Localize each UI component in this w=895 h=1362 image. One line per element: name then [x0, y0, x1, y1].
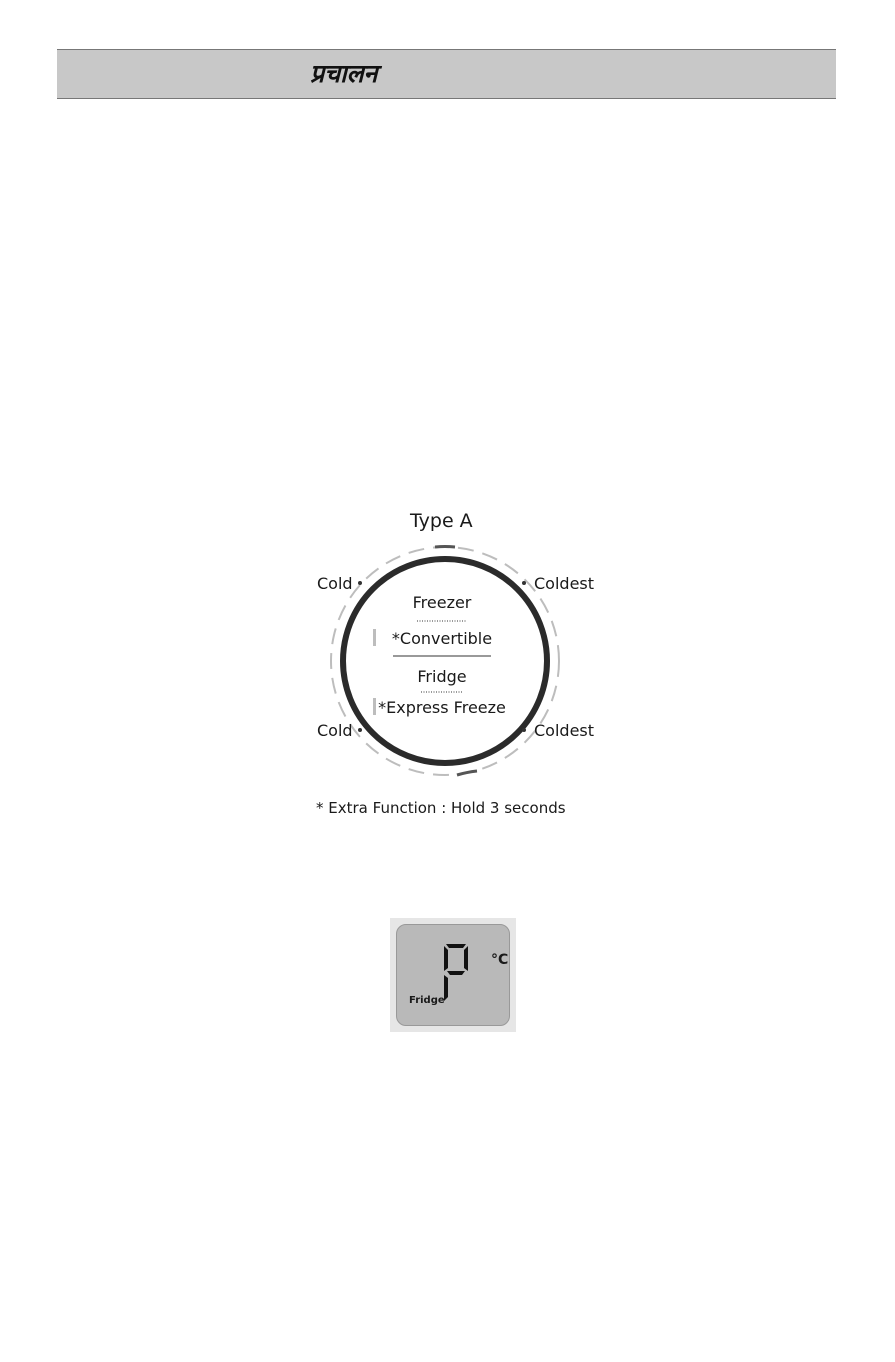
- display-panel: [396, 924, 510, 1026]
- dot-bottom-right: [522, 728, 526, 732]
- dial-graphic: [290, 505, 610, 825]
- mode-fridge[interactable]: Fridge: [417, 667, 467, 686]
- dot-top-right: [522, 581, 526, 585]
- mode-freezer[interactable]: Freezer: [412, 593, 472, 612]
- control-dial[interactable]: [290, 505, 610, 825]
- page-title: प्रचालन: [310, 59, 378, 88]
- temperature-display: [390, 918, 516, 1032]
- temperature-unit: °C: [491, 952, 509, 968]
- main-ring: [343, 559, 547, 763]
- dial-label-top-left: Cold: [317, 574, 353, 593]
- display-mode-label: Fridge: [409, 995, 445, 1006]
- dial-label-bottom-right: Coldest: [534, 721, 595, 740]
- dot-top-left: [358, 581, 362, 585]
- mode-convertible[interactable]: *Convertible: [391, 629, 493, 648]
- bottom-accent-mark: [457, 771, 477, 775]
- dot-bottom-left: [358, 728, 362, 732]
- footnote: * Extra Function : Hold 3 seconds: [316, 799, 566, 817]
- dial-type-label: Type A: [410, 510, 473, 532]
- mode-express-freeze[interactable]: *Express Freeze: [378, 698, 506, 717]
- dial-label-bottom-left: Cold: [317, 721, 353, 740]
- dial-label-top-right: Coldest: [534, 574, 595, 593]
- section-header: [57, 49, 836, 99]
